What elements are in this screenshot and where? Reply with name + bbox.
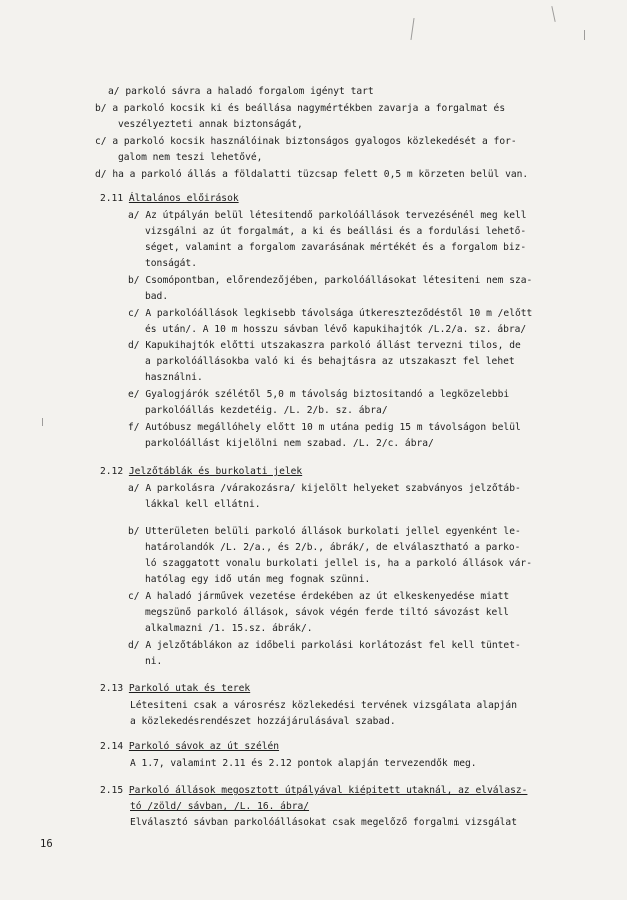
text-line-c1b [118, 152, 262, 164]
text-line-p211c1 [128, 308, 532, 320]
line-text: határolandók /L. 2/a., és 2/b., ábrák/, de elválasztható a parko- [145, 542, 521, 553]
text-line-h215a [100, 785, 527, 797]
text-line-p211a2 [145, 226, 526, 238]
line-text: A 1.7, valamint 2.11 és 2.12 pontok alapján tervezendők meg. [130, 758, 477, 769]
text-line-p212b1 [128, 526, 521, 538]
line-text: vizsgálni az út forgalmát, a ki és beállási és a fordulási lehető- [145, 226, 527, 237]
line-text: ni. [145, 656, 163, 667]
line-text: e/ Gyalogjárók szélétől 5,0 m távolság biztositandó a legközelebbi [128, 389, 510, 400]
section-heading: Általános előirások [128, 193, 239, 204]
text-line-p212c1 [128, 591, 509, 603]
text-line-p211f2 [145, 438, 434, 450]
line-text: használni. [145, 372, 203, 383]
scan-mark [584, 30, 585, 40]
text-line-h212 [100, 466, 302, 478]
page-number: 16 [40, 838, 53, 850]
text-line-p211d3 [145, 372, 203, 384]
text-line-p211c2 [145, 324, 526, 336]
text-line-p211b2 [145, 291, 168, 303]
text-line-d1 [95, 169, 528, 181]
line-text: és után/. A 10 m hosszu sávban lévő kapukihajtók /L.2/a. sz. ábra/ [145, 324, 527, 335]
text-line-p212d2 [145, 656, 162, 668]
line-text: tonságát. [145, 258, 197, 269]
text-line-p215a [130, 817, 517, 829]
text-line-p211d2 [145, 356, 515, 368]
text-line-p212b4 [145, 574, 370, 586]
line-text: hatólag egy idő után meg fognak szünni. [145, 574, 371, 585]
line-text: b/ Utterületen belüli parkoló állások burkolati jellel egyenként le- [128, 526, 521, 537]
text-line-h215b [130, 801, 309, 813]
text-line-c1a [95, 136, 517, 148]
line-text: b/ a parkoló kocsik ki és beállása nagymértékben zavarja a forgalmat és [95, 103, 506, 114]
line-text: lákkal kell ellátni. [145, 499, 261, 510]
line-text: parkolóállás kezdetéig. /L. 2/b. sz. ábra/ [145, 405, 388, 416]
text-line-p211d1 [128, 340, 521, 352]
text-line-p211a4 [145, 258, 197, 270]
text-line-p211b1 [128, 275, 532, 287]
section-heading: Parkoló állások megosztott útpályával kiépitett utaknál, az elválasz- [128, 785, 528, 796]
text-line-b1a [95, 103, 505, 115]
line-text: galom nem teszi lehetővé, [118, 152, 263, 163]
scan-mark [42, 418, 43, 426]
text-line-p211e1 [128, 389, 509, 401]
text-line-p212c2 [145, 607, 509, 619]
line-text: séget, valamint a forgalom zavarásának mértékét és a forgalom biz- [145, 242, 527, 253]
line-text: c/ A haladó járművek vezetése érdekében az út elkeskenyedése miatt [128, 591, 510, 602]
line-text: f/ Autóbusz megállóhely előtt 10 m utána pedig 15 m távolságon belül [128, 422, 521, 433]
text-line-h214 [100, 741, 279, 753]
text-line-b1b [118, 119, 303, 131]
section-number: 2.13 [100, 683, 129, 694]
line-text: a/ parkoló sávra a haladó forgalom igényt tart [108, 86, 374, 97]
line-text: megszünő parkoló állások, sávok végén ferde tiltó sávozást kell [145, 607, 509, 618]
text-line-p212b3 [145, 558, 532, 570]
section-heading: Jelzőtáblák és burkolati jelek [128, 466, 303, 477]
text-line-p211f1 [128, 422, 521, 434]
line-text: Létesiteni csak a városrész közlekedési tervének vizsgálata alapján [130, 700, 517, 711]
line-text: bad. [145, 291, 169, 302]
line-text: parkolóállást kijelölni nem szabad. /L. 2/c. ábra/ [145, 438, 434, 449]
text-line-p212a2 [145, 499, 261, 511]
line-text: Elválasztó sávban parkolóállásokat csak megelőző forgalmi vizsgálat [130, 817, 517, 828]
line-text: a közlekedésrendészet hozzájárulásával szabad. [130, 716, 396, 727]
line-text: d/ ha a parkoló állás a földalatti tüzcsap felett 0,5 m körzeten belül van. [95, 169, 529, 180]
text-line-p211a1 [128, 210, 527, 222]
section-number: 2.14 [100, 741, 129, 752]
section-heading: Parkoló utak és terek [128, 683, 251, 694]
text-line-p213b [130, 716, 396, 728]
text-line-p211e2 [145, 405, 388, 417]
line-text: a parkolóállásokba való ki és behajtásra az utszakaszt fel lehet [145, 356, 515, 367]
text-line-p212b2 [145, 542, 520, 554]
line-text: ló szaggatott vonalu burkolati jellel is, ha a parkoló állások vár- [145, 558, 532, 569]
text-line-h211 [100, 193, 239, 205]
line-text: d/ Kapukihajtók előtti utszakaszra parkoló állást tervezni tilos, de [128, 340, 521, 351]
text-line-a1 [108, 86, 374, 98]
line-text: veszélyezteti annak biztonságát, [118, 119, 303, 130]
line-text: b/ Csomópontban, előrendezőjében, parkolóállásokat létesiteni nem sza- [128, 275, 533, 286]
line-text: c/ a parkoló kocsik használóinak biztonságos gyalogos közlekedését a for- [95, 136, 517, 147]
line-text: alkalmazni /1. 15.sz. ábrák/. [145, 623, 313, 634]
text-line-p213a [130, 700, 517, 712]
section-number: 2.15 [100, 785, 129, 796]
line-text: a/ Az útpályán belül létesitendő parkolóállások tervezésénél meg kell [128, 210, 527, 221]
section-heading: Parkoló sávok az út szélén [128, 741, 280, 752]
section-number: 2.11 [100, 193, 129, 204]
text-line-p212d1 [128, 640, 521, 652]
line-text: a/ A parkolásra /várakozásra/ kijelölt helyeket szabványos jelzőtáb- [128, 483, 521, 494]
text-line-h213 [100, 683, 250, 695]
section-number: 2.12 [100, 466, 129, 477]
text-line-p212c3 [145, 623, 313, 635]
line-text: c/ A parkolóállások legkisebb távolsága útkereszteződéstől 10 m /előtt [128, 308, 533, 319]
text-line-p212a1 [128, 483, 521, 495]
line-text: d/ A jelzőtáblákon az időbeli parkolási korlátozást fel kell tüntet- [128, 640, 521, 651]
line-text: tó /zöld/ sávban, /L. 16. ábra/ [130, 801, 310, 812]
text-line-p211a3 [145, 242, 526, 254]
text-line-p214a [130, 758, 477, 770]
